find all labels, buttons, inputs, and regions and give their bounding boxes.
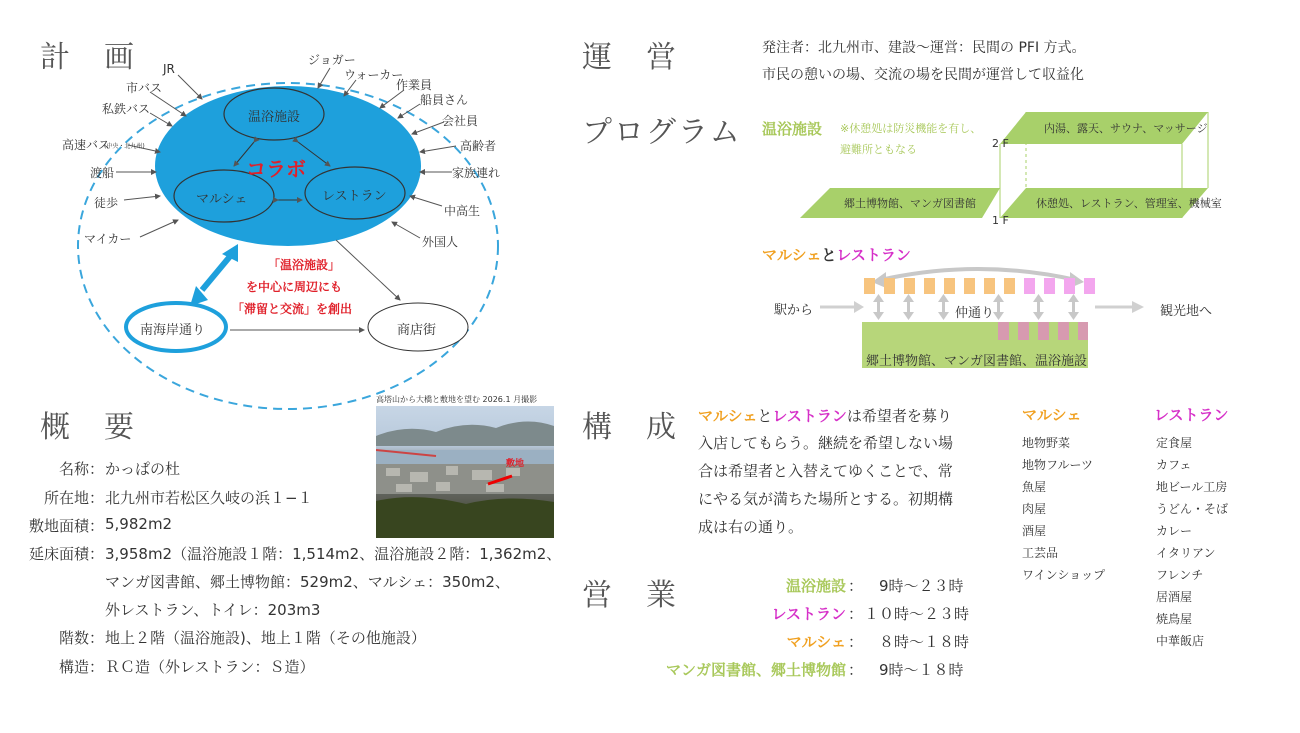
label-elderly: 高齢者: [460, 139, 497, 153]
eigyo-colon-marche: ：: [848, 633, 864, 651]
plan-message-1: 「温浴施設」: [268, 258, 341, 272]
plan-diagram: [0, 0, 580, 420]
list-item: 地ビール工房: [1156, 480, 1228, 494]
label-foreigner: 外国人: [422, 235, 459, 249]
gaiyo-value-3: 3,958m2（温浴施設１階：1,514m2、温浴施設２階：1,362m2、: [105, 545, 562, 563]
heading-eigyo: 営 業: [582, 578, 678, 613]
list-item: 焼鳥屋: [1156, 612, 1193, 626]
marche-list: [1022, 432, 1105, 586]
mr-title-marche: マルシェ: [762, 246, 822, 264]
list-item: 地物野菜: [1022, 436, 1071, 450]
station-label: 駅から: [774, 303, 814, 318]
gaiyo-label-7: 構造：: [58, 658, 104, 676]
kosei-line-2: 合は希望者と入替えてゆくことで、常: [698, 462, 953, 480]
label-ferry: 渡船: [90, 166, 115, 180]
list-item: カレー: [1156, 524, 1193, 538]
mr-title-restaurant: レストラン: [836, 246, 911, 264]
eigyo-colon-library: ：: [848, 661, 864, 679]
label-student: 中高生: [444, 204, 481, 218]
eigyo-hours-marche: ８時〜１８時: [864, 633, 970, 651]
bottom-bar-label: 郷土博物館、マンガ図書館、温浴施設: [866, 354, 1088, 369]
collab-label: コラボ: [246, 157, 306, 181]
gaiyo-value-2: 5,982m2: [105, 515, 173, 533]
kosei-lead-restaurant: レストラン: [772, 407, 847, 425]
list-item: イタリアン: [1156, 546, 1216, 560]
gaiyo-value-6: 地上２階（温浴施設)、地上１階（その他施設）: [105, 629, 426, 647]
label-city-bus: 市バス: [126, 81, 163, 95]
label-express-sub: (中央・北九州): [104, 143, 145, 150]
list-item: ワインショップ: [1022, 568, 1106, 582]
restaurant-label: レストラン: [322, 189, 387, 204]
label-jogger: ジョガー: [308, 53, 356, 67]
label-jr: JR: [163, 62, 175, 76]
label-family: 家族連れ: [452, 166, 501, 180]
list-item: フレンチ: [1156, 568, 1204, 582]
unei-line-2: 市民の憩いの場、交流の場を民間が運営して収益化: [762, 67, 1084, 83]
label-walker: ウォーカー: [344, 68, 404, 82]
sightseeing-label: 観光地へ: [1160, 304, 1213, 319]
list-item: 肉屋: [1022, 502, 1047, 516]
gaiyo-value-7: ＲＣ造（外レストラン：Ｓ造）: [105, 658, 315, 676]
label-private-bus: 私鉄バス: [102, 102, 151, 116]
kosei-line-3: にやる気が満ちた場所とする。初期構: [698, 490, 954, 508]
label-mycar: マイカー: [84, 232, 132, 246]
kosei-lead: [698, 405, 952, 426]
site-marker: 敷地: [506, 459, 525, 469]
gaiyo-label-1: 所在地：: [43, 489, 104, 507]
list-item: うどん・そば: [1156, 502, 1229, 516]
list-item: 中華飯店: [1156, 634, 1205, 648]
street-label: 仲通り: [955, 306, 995, 321]
program-note-1: ※休憩処は防災機能を有し、: [840, 122, 982, 135]
gaiyo-label-0: 名称：: [58, 460, 104, 478]
heading-program: プログラム: [582, 115, 742, 150]
gaiyo-label-2: 敷地面積：: [28, 517, 104, 535]
gaiyo-value-4: マンガ図書館、郷土博物館：529m2、マルシェ：350m2、: [105, 573, 510, 591]
gaiyo-value-5: 外レストラン、トイレ：203m3: [105, 601, 321, 619]
mr-title-and: と: [821, 246, 837, 264]
floor1-left-label: 郷土博物館、マンガ図書館: [844, 197, 976, 210]
list-item: 酒屋: [1022, 524, 1047, 538]
kosei-line-4: 成は右の通り。: [698, 518, 804, 536]
eigyo-name-restaurant: レストラン: [771, 605, 846, 623]
nankai-label: 南海岸通り: [140, 323, 206, 338]
eigyo-name-library: マンガ図書館、郷土博物館: [665, 661, 846, 679]
eigyo-hours-onsen: 9時〜２３時: [864, 577, 964, 595]
heading-kosei: 構 成: [582, 410, 678, 445]
list-item: 居酒屋: [1156, 590, 1193, 604]
plan-message-3: 「滞留と交流」を創出: [232, 302, 353, 316]
heading-unei: 運 営: [582, 40, 678, 75]
list-item: 魚屋: [1022, 480, 1047, 494]
label-express-bus: 高速バス: [62, 138, 111, 152]
heading-gaiyo: 概 要: [40, 410, 136, 445]
gaiyo-label-3: 延床面積：: [28, 545, 104, 563]
floor1-marker: 1 F: [992, 214, 1009, 227]
eigyo-colon-restaurant: ：: [848, 605, 864, 623]
label-office: 会社員: [442, 114, 479, 128]
marche-label: マルシェ: [196, 192, 248, 207]
photo-caption: 高塔山から大橋と敷地を望む 2026.1 月撮影: [376, 395, 538, 404]
shotengai-label: 商店街: [397, 323, 437, 338]
list-item: 地物フルーツ: [1022, 458, 1094, 472]
gaiyo-label-6: 階数：: [58, 629, 104, 647]
floor1-right-label: 休憩処、レストラン、管理室、機械室: [1036, 197, 1222, 210]
kosei-lead-marche: マルシェ: [698, 407, 758, 425]
top-stalls: [864, 278, 1095, 294]
program-onsen-title: 温浴施設: [762, 120, 823, 138]
gaiyo-value-1: 北九州市若松区久岐の浜１−１: [105, 489, 313, 507]
plan-message-2: を中心に周辺にも: [246, 280, 343, 294]
list-item: カフェ: [1156, 458, 1192, 472]
restaurant-list: [1156, 432, 1228, 652]
gaiyo-value-0: かっぱの杜: [105, 460, 181, 478]
label-sailor: 船員さん: [420, 93, 469, 107]
unei-line-1: 発注者：北九州市、建設〜運営：民間の PFI 方式。: [762, 40, 1086, 56]
heading-keikaku: 計 画: [40, 40, 136, 75]
label-worker: 作業員: [396, 78, 433, 92]
kosei-lead-rest: は希望者を募り: [846, 407, 952, 425]
onsen-label: 温浴施設: [248, 110, 301, 125]
kosei-line-1: 入店してもらう。継続を希望しない場: [698, 434, 954, 452]
floor2-label: 内湯、露天、サウナ、マッサージ: [1044, 122, 1208, 135]
list-item: 工芸品: [1022, 546, 1059, 560]
eigyo-hours-restaurant: １０時〜２３時: [864, 605, 970, 623]
program-note-2: 避難所ともなる: [840, 143, 917, 156]
marche-list-title: マルシェ: [1022, 406, 1082, 424]
list-item: 定食屋: [1156, 436, 1193, 450]
label-walk: 徒歩: [94, 196, 119, 210]
eigyo-colon-onsen: ：: [848, 577, 864, 595]
eigyo-name-onsen: 温浴施設: [785, 577, 846, 595]
kosei-lead-and: と: [757, 407, 773, 425]
site-photo: [376, 406, 554, 538]
eigyo-name-marche: マルシェ: [786, 633, 846, 651]
eigyo-hours-library: 9時〜１８時: [864, 661, 964, 679]
floor2-marker: 2 F: [992, 137, 1009, 150]
restaurant-list-title: レストラン: [1154, 406, 1229, 424]
